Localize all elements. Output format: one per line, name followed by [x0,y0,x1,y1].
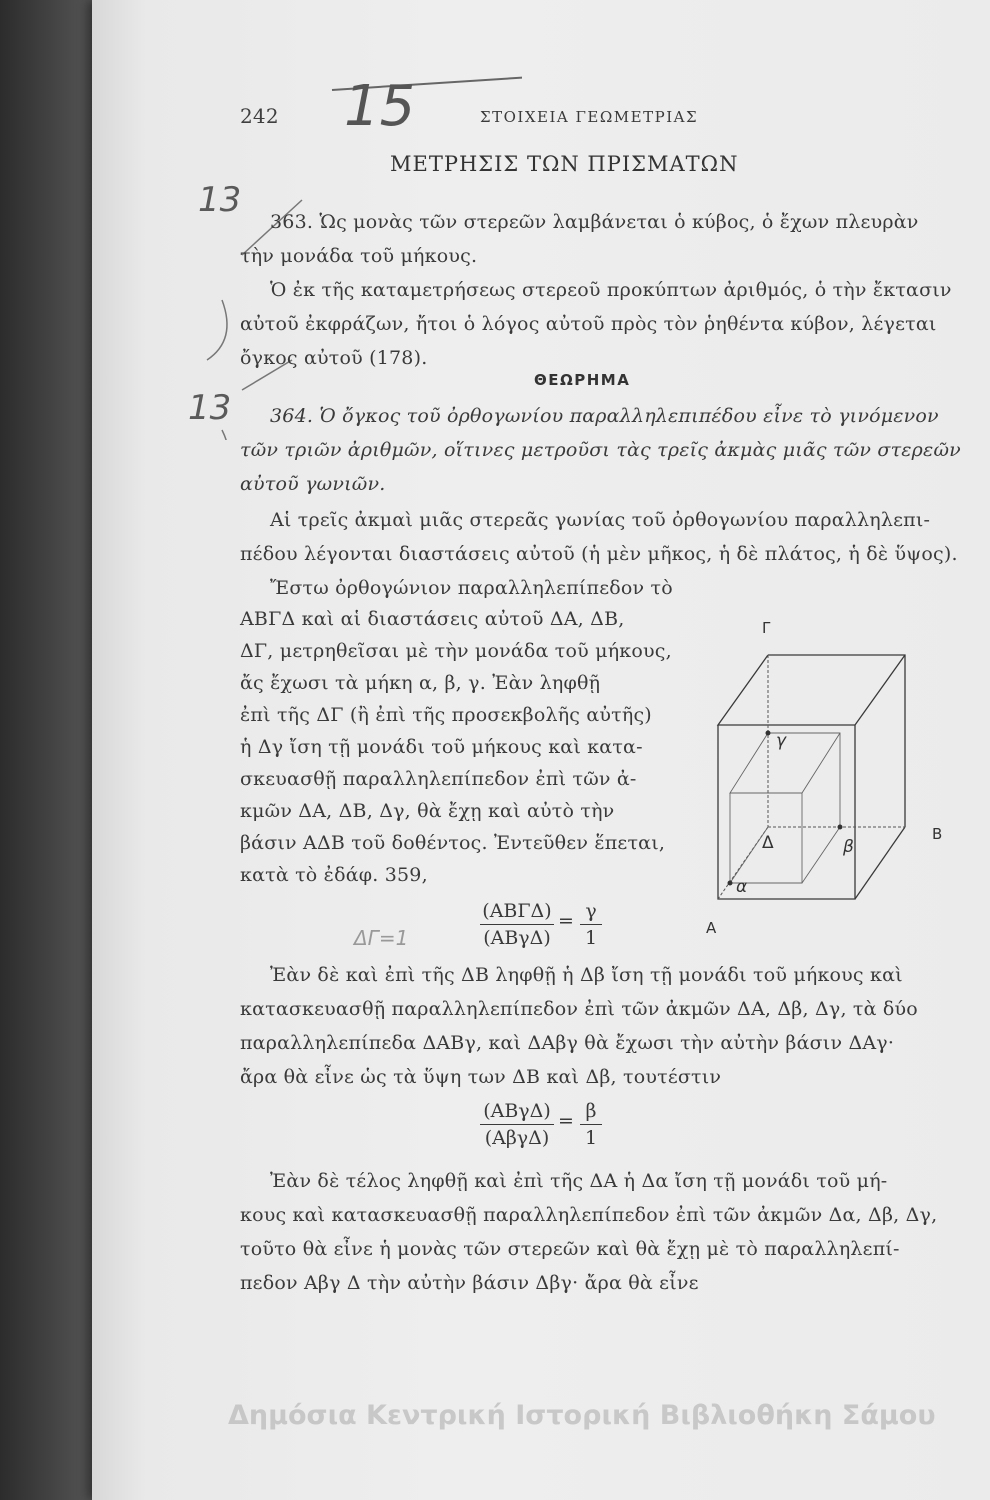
p2-line-2: κατασκευασθῇ παραλληλεπίπεδον ἐπὶ τῶν ἀκμῶν ΔΑ, Δβ, Δγ, τὰ δύο [240,998,918,1020]
formula-2-right-denominator: 1 [584,1127,598,1149]
p3-line-1: Ἐὰν δὲ τέλος ληφθῇ καὶ ἐπὶ τῆς ΔΑ ἡ Δα ἴση τῇ μονάδι τοῦ μή- [270,1170,888,1192]
p364-line-3: αὐτοῦ γωνιῶν. [240,473,386,495]
label-beta-upper: B [932,825,943,843]
proof-line-4: ἄς ἔχωσι τὰ μήκη α, β, γ. Ἐὰν ληφθῇ [240,672,601,694]
p363-line-3: Ὁ ἐκ τῆς καταμετρήσεως στερεοῦ προκύπτων ἀριθμός, ὁ τὴν ἔκτασιν [270,279,952,301]
handwritten-page-number: 15 [344,74,416,139]
proof-line-6: ἡ Δγ ἴση τῇ μονάδι τοῦ μήκους καὶ κατα- [240,736,643,758]
p2-line-1: Ἐὰν δὲ καὶ ἐπὶ τῆς ΔΒ ληφθῇ ἡ Δβ ἴση τῇ μονάδι τοῦ μήκους καὶ [270,964,903,986]
proof-line-10: κατὰ τὸ ἐδάφ. 359, [240,864,428,886]
margin-note-2: 13 [188,388,232,428]
theorem-heading: ΘΕΩΡΗΜΑ [534,371,631,389]
margin-note-1: 13 [198,180,242,220]
page-number: 242 [240,104,279,128]
proof-line-1: Ἔστω ὀρθογώνιον παραλληλεπίπεδον τὸ [270,577,673,599]
p2-line-4: ἄρα θὰ εἶνε ὡς τὰ ὕψη των ΔΒ καὶ Δβ, τουτέστιν [240,1066,722,1088]
label-delta: Δ [762,833,774,853]
p3-line-3: τοῦτο θὰ εἶνε ἡ μονὰς τῶν στερεῶν καὶ θὰ ἔχῃ μὲ τὸ παραλληλεπί- [240,1238,900,1260]
label-alpha: α [736,877,748,897]
proof-line-7: σκευασθῇ παραλληλεπίπεδον ἐπὶ τῶν ἀ- [240,768,637,790]
p364-line-2: τῶν τριῶν ἀριθμῶν, οἵτινες μετροῦσι τὰς τρεῖς ἀκμὰς μιᾶς τῶν στερεῶν [240,439,961,461]
proof-line-5: ἐπὶ τῆς ΔΓ (ἢ ἐπὶ τῆς προσεκβολῆς αὐτῆς) [240,704,652,726]
label-beta-lower: β [843,837,854,857]
running-title: ΣΤΟΙΧΕΙΑ ΓΕΩΜΕΤΡΙΑΣ [480,108,699,126]
formula-1-equals: = [558,910,574,932]
label-gamma-lower: γ [776,731,787,751]
parallelepiped-figure [700,615,950,945]
formula-1-denominator: (ΑΒγΔ) [483,927,551,949]
formula-2-left-fraction [480,1100,554,1149]
formula-2-denominator: (ΑβγΔ) [484,1127,550,1149]
formula-1-right-denominator: 1 [584,927,598,949]
formula-2-equals: = [558,1110,574,1132]
proof-line-2: ΑΒΓΔ καὶ αἱ διαστάσεις αὐτοῦ ΔΑ, ΔΒ, [240,608,625,630]
p363-line-2: τὴν μονάδα τοῦ μήκους. [240,245,478,267]
proof-line-3: ΔΓ, μετρηθεῖσαι μὲ τὴν μονάδα τοῦ μήκους, [240,640,672,662]
formula-2-numerator: (ΑΒγΔ) [483,1100,551,1122]
formula-1-right-fraction [580,900,602,949]
proof-line-8: κμῶν ΔΑ, ΔΒ, Δγ, θὰ ἔχῃ καὶ αὐτὸ τὴν [240,800,615,822]
formula-2-right-fraction [580,1100,602,1149]
p2-line-3: παραλληλεπίπεδα ΔΑΒγ, καὶ ΔΑβγ θὰ ἔχωσι τὴν αὐτὴν βάσιν ΔΑγ· [240,1032,895,1054]
label-a-upper: A [706,919,717,937]
library-watermark: Δημόσια Κεντρική Ιστορική Βιβλιοθήκη Σάμου [228,1400,936,1431]
p3-line-2: κους καὶ κατασκευασθῇ παραλληλεπίπεδον ἐπὶ τῶν ἀκμῶν Δα, Δβ, Δγ, [240,1204,938,1226]
proof-line-9: βάσιν ΑΔΒ τοῦ δοθέντος. Ἐντεῦθεν ἕπεται, [240,832,666,854]
formula-1-right-numerator: γ [585,900,597,922]
pencil-note: ΔΓ=1 [354,926,409,950]
formula-2-right-numerator: β [585,1100,597,1122]
p363-line-5: ὄγκος αὐτοῦ (178). [240,347,428,369]
dims-line-1: Αἱ τρεῖς ἀκμαὶ μιᾶς στερεᾶς γωνίας τοῦ ὀρθογωνίου παραλληλεπι- [270,509,931,531]
p363-line-4: αὐτοῦ ἐκφράζων, ἤτοι ὁ λόγος αὐτοῦ πρὸς τὸν ῥηθέντα κύβον, λέγεται [240,313,937,335]
formula-1-left-fraction [480,900,554,949]
p363-line-1: 363. Ὡς μονὰς τῶν στερεῶν λαμβάνεται ὁ κύβος, ὁ ἔχων πλευρὰν [270,211,919,233]
p3-line-4: πεδον Αβγ Δ τὴν αὐτὴν βάσιν Δβγ· ἄρα θὰ εἶνε [240,1272,699,1294]
dims-line-2: πέδου λέγονται διαστάσεις αὐτοῦ (ἡ μὲν μῆκος, ἡ δὲ πλάτος, ἡ δὲ ὕψος). [240,543,958,565]
p364-line-1: 364. Ὁ ὄγκος τοῦ ὀρθογωνίου παραλληλεπιπέδου εἶνε τὸ γινόμενον [270,405,939,427]
section-title: ΜΕΤΡΗΣΙΣ ΤΩΝ ΠΡΙΣΜΑΤΩΝ [390,152,739,176]
formula-1-numerator: (ΑΒΓΔ) [482,900,552,922]
label-gamma-upper: Γ [762,619,771,637]
